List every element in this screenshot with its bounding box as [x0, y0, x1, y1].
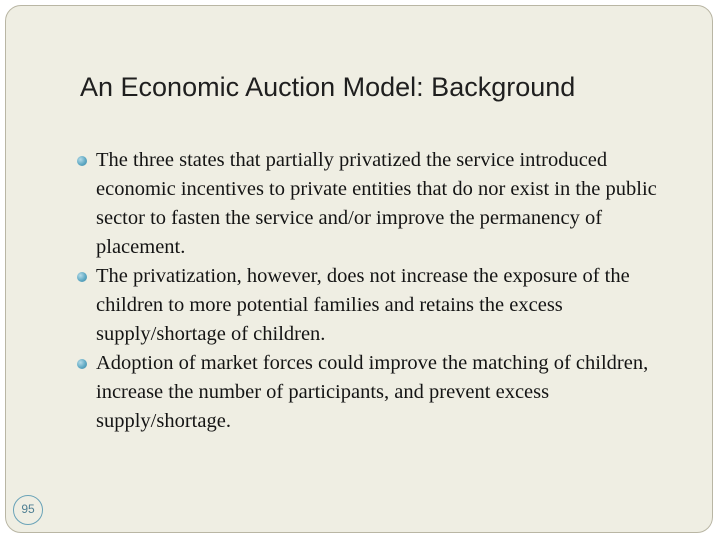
- page-number-badge: [13, 495, 43, 525]
- slide-title: An Economic Auction Model: Background: [80, 72, 576, 102]
- bullet-list: [74, 146, 686, 436]
- bullet-item: [74, 349, 686, 436]
- bullet-dot-icon: [77, 156, 87, 166]
- bullet-item: [74, 262, 686, 349]
- bullet-dot-icon: [77, 272, 87, 282]
- bullet-text: The privatization, however, does not increase the exposure of the children to more potential families and retains the excess supply/shortage of children.: [96, 265, 630, 345]
- bullet-dot-icon: [77, 359, 87, 369]
- bullet-text: Adoption of market forces could improve the matching of children, increase the number of participants, and prevent excess supply/shortage.: [96, 352, 649, 432]
- bullet-item: [74, 146, 686, 262]
- bullet-text: The three states that partially privatized the service introduced economic incentives to private entities that do nor exist in the public sector to fasten the service and/or improve the permanency of placement.: [96, 149, 657, 258]
- page-number: 95: [21, 502, 35, 516]
- slide: [5, 5, 713, 533]
